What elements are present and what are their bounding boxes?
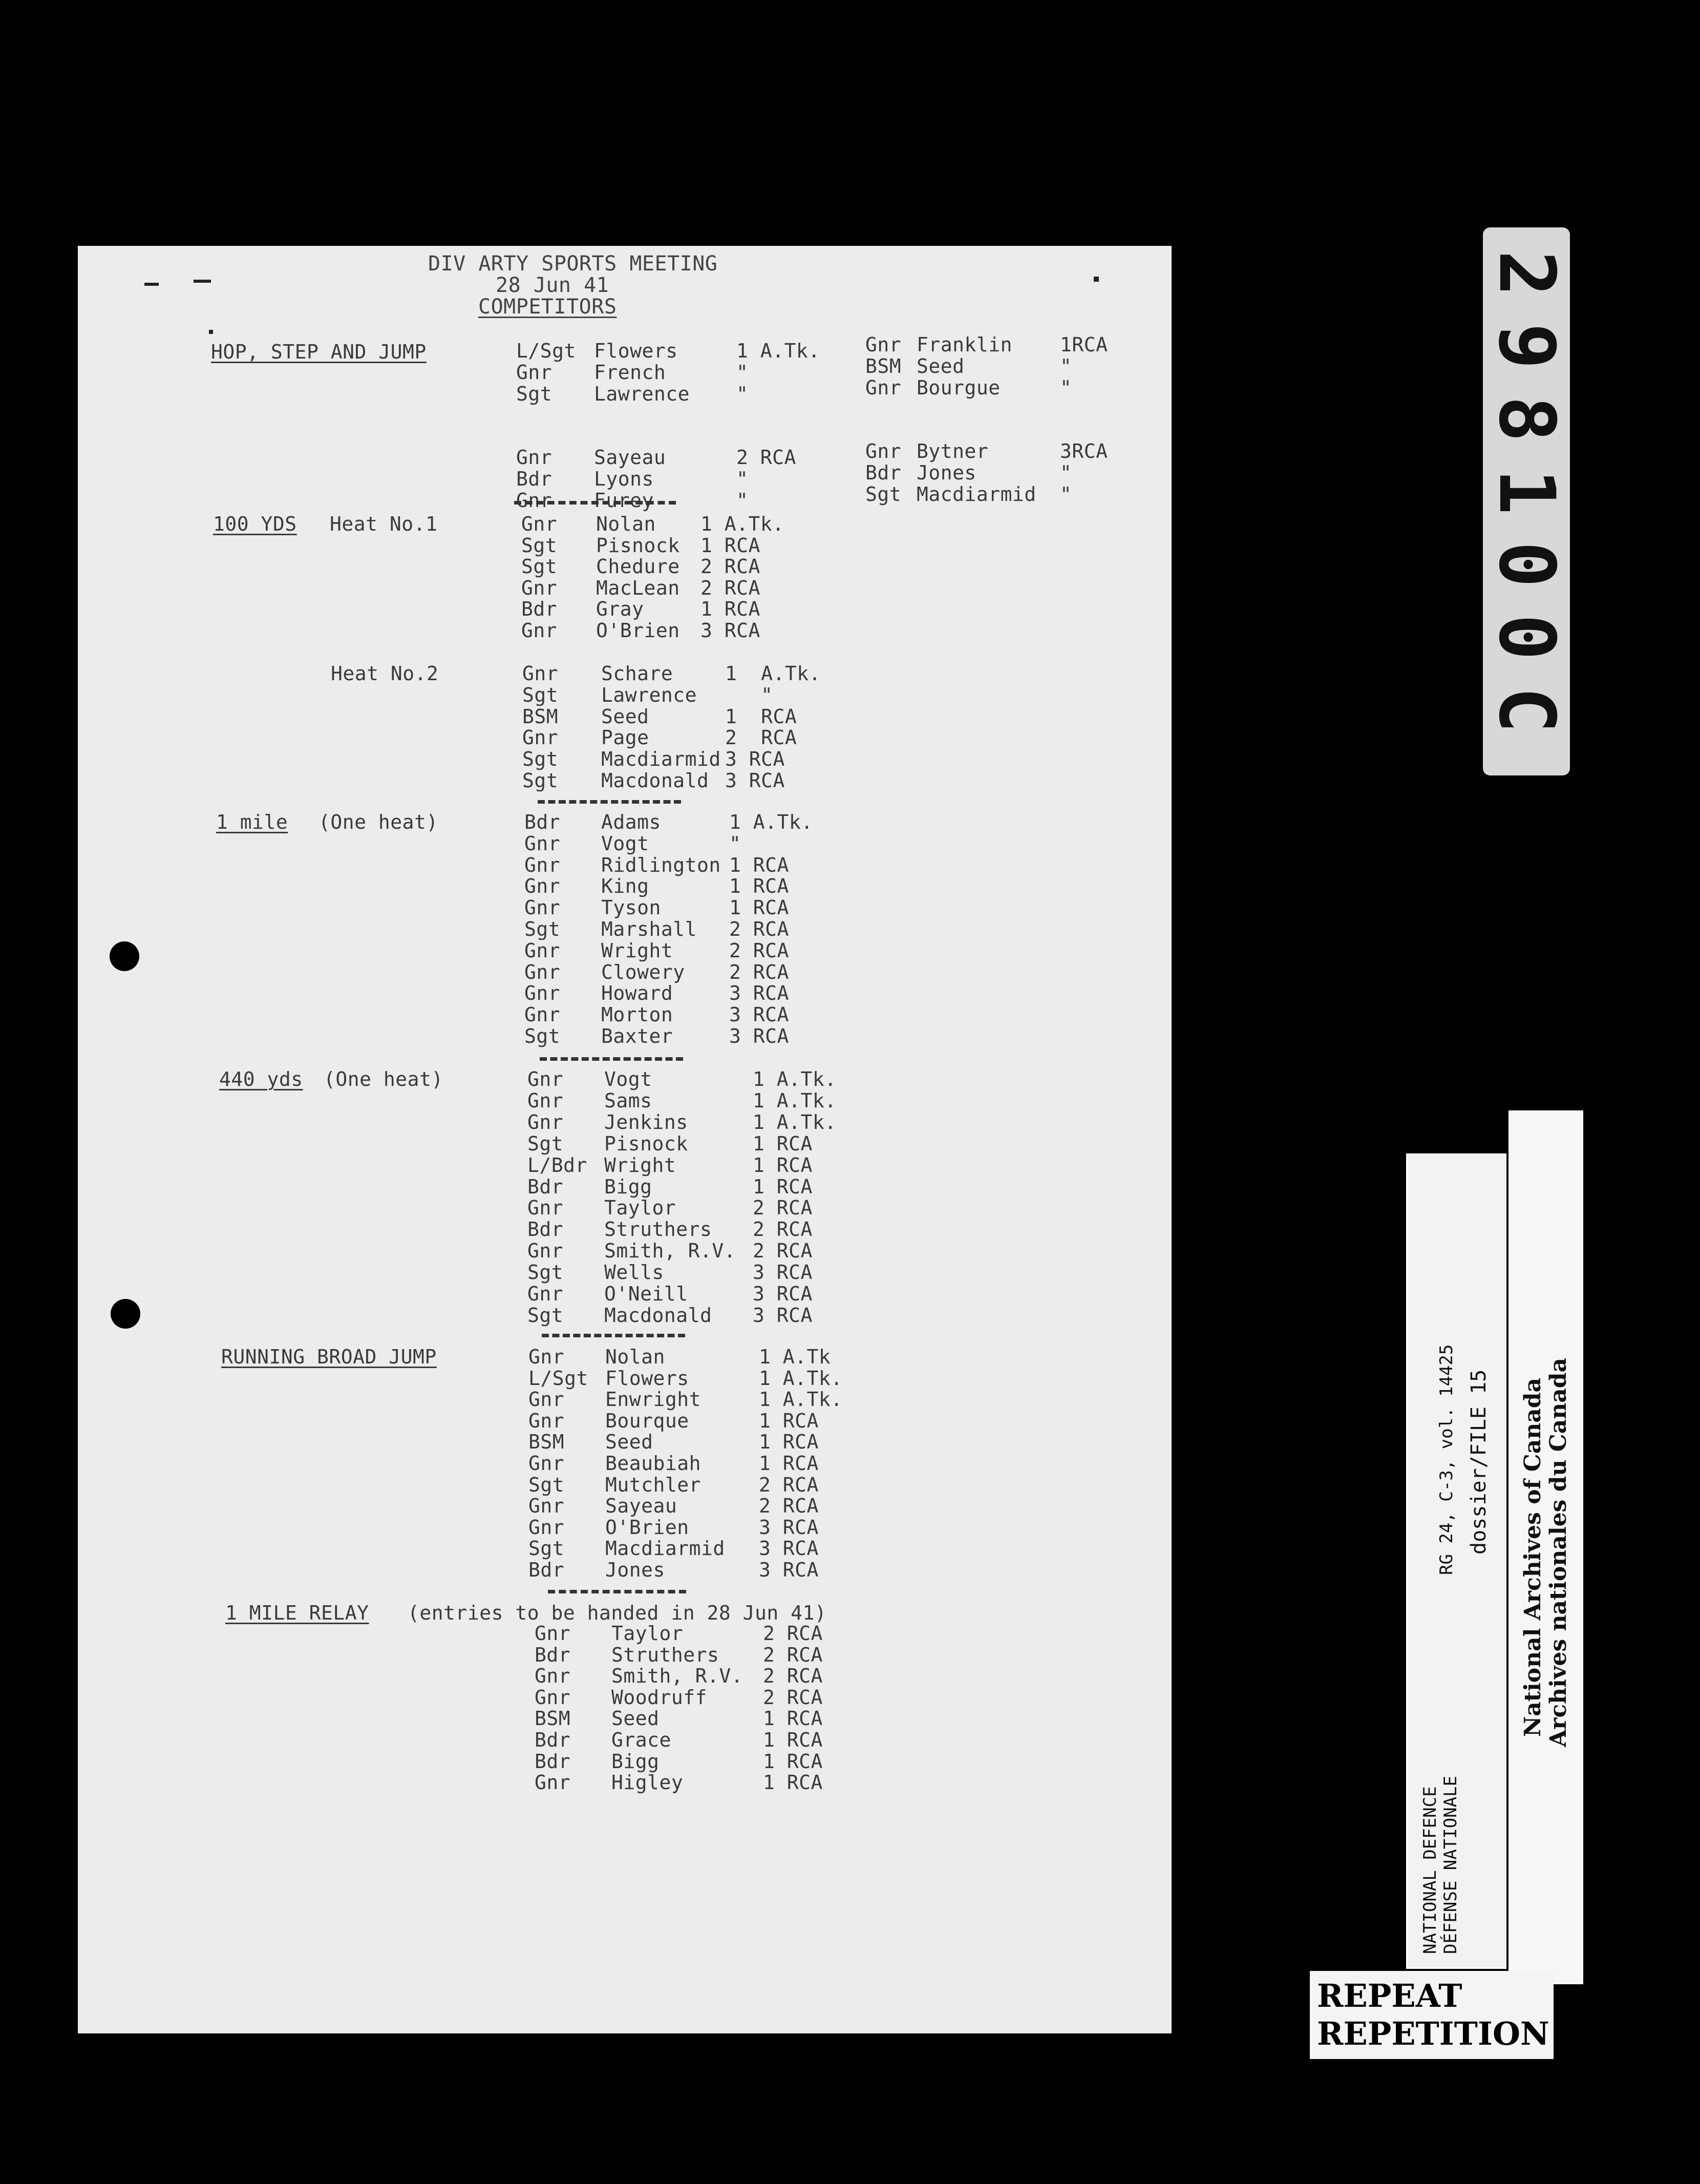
entry-name: Furey xyxy=(594,489,654,512)
entry-unit: 1 RCA xyxy=(729,896,789,919)
entry-unit: " xyxy=(736,361,749,384)
entry-rank: Gnr xyxy=(528,1516,565,1539)
section-label-1-mile: 1 mile xyxy=(216,811,288,833)
entry-unit: 2 RCA xyxy=(700,555,760,578)
entry-name: Seed xyxy=(601,705,649,728)
entry-name: King xyxy=(601,875,649,898)
entry-unit: " xyxy=(1060,461,1072,484)
entry-unit: 1 A.Tk. xyxy=(736,340,820,362)
entry-name: Vogt xyxy=(601,832,649,855)
entry-unit: 1 A.Tk. xyxy=(753,1110,837,1133)
entry-unit: 1 RCA xyxy=(729,875,789,898)
entry-unit: 2 RCA xyxy=(763,1686,823,1709)
entry-name: Lawrence xyxy=(594,383,690,405)
entry-name: Bourque xyxy=(605,1409,689,1432)
entry-name: Pisnock xyxy=(596,534,680,557)
entry-rank: Sgt xyxy=(521,555,558,578)
entry-unit: 3 RCA xyxy=(753,1283,813,1305)
entry-rank: Sgt xyxy=(522,748,559,771)
entry-unit: 1 RCA xyxy=(759,1409,819,1432)
entry-name: Sayeau xyxy=(594,446,666,469)
entry-name: Seed xyxy=(611,1707,660,1730)
punch-hole xyxy=(110,941,139,971)
entry-name: Flowers xyxy=(605,1367,689,1390)
entry-unit: 2 RCA xyxy=(753,1196,813,1220)
speck xyxy=(209,330,213,334)
entry-name: Schare xyxy=(601,662,673,685)
frame-digit: 2 xyxy=(1482,250,1571,297)
entry-rank: Sgt xyxy=(528,1537,565,1560)
entry-name: Clowery xyxy=(601,960,685,983)
entry-name: Wright xyxy=(601,939,673,962)
entry-name: Mutchler xyxy=(605,1473,702,1496)
entry-rank: Bdr xyxy=(527,1218,564,1241)
entry-name: Tyson xyxy=(601,896,661,919)
entry-unit: 3 RCA xyxy=(759,1559,819,1581)
entry-unit: 1 RCA xyxy=(700,598,760,621)
section-note-1-mile: (One heat) xyxy=(318,811,438,833)
entry-unit: 1 RCA xyxy=(763,1750,823,1773)
entry-unit: " xyxy=(1060,376,1072,399)
entry-rank: Sgt xyxy=(522,769,559,792)
section-label-440-yds: 440 yds xyxy=(219,1068,303,1090)
entry-rank: Gnr xyxy=(527,1196,564,1220)
separator xyxy=(538,800,681,804)
entry-name: Woodruff xyxy=(611,1686,708,1709)
repeat-stamp-line1: REPEAT xyxy=(1317,1977,1462,2014)
entry-unit: 3 RCA xyxy=(725,748,785,771)
entry-name: Struthers xyxy=(611,1643,719,1666)
entry-name: Seed xyxy=(917,355,965,377)
entry-name: Grace xyxy=(611,1729,671,1751)
separator xyxy=(548,1590,686,1593)
entry-unit: 3 RCA xyxy=(725,769,785,792)
entry-unit: 2 RCA xyxy=(759,1495,819,1518)
entry-unit: 2 RCA xyxy=(736,446,796,469)
entry-unit: 1 A.Tk. xyxy=(729,811,813,833)
entry-name: Lawrence xyxy=(601,683,697,706)
document-subtitle: COMPETITORS xyxy=(478,295,617,319)
entry-rank: Sgt xyxy=(524,918,561,940)
entry-rank: Gnr xyxy=(527,1110,564,1133)
entry-name: Taylor xyxy=(604,1196,676,1220)
section-note-440-yds: (One heat) xyxy=(324,1068,443,1090)
entry-name: Smith, R.V. xyxy=(604,1240,736,1263)
entry-rank: Gnr xyxy=(865,376,902,399)
entry-rank: Sgt xyxy=(524,1025,561,1047)
entry-name: Macdiarmid xyxy=(917,483,1036,506)
entry-name: Sayeau xyxy=(605,1495,677,1518)
entry-rank: Sgt xyxy=(528,1473,565,1496)
entry-rank: Bdr xyxy=(535,1643,571,1666)
entry-unit: 1 RCA xyxy=(729,853,789,876)
entry-unit: 1 RCA xyxy=(725,705,797,728)
entry-name: Struthers xyxy=(604,1218,712,1241)
entry-name: Sams xyxy=(604,1089,652,1112)
department-label-fr: DÉFENSE NATIONALE xyxy=(1440,1776,1461,1954)
entry-unit: 3 RCA xyxy=(729,982,789,1005)
entry-rank: Bdr xyxy=(528,1559,565,1581)
entry-unit: 3RCA xyxy=(1060,440,1108,463)
entry-name: O'Neill xyxy=(604,1283,688,1305)
entry-rank: Gnr xyxy=(524,875,561,898)
entry-rank: Gnr xyxy=(535,1686,571,1709)
entry-name: Jenkins xyxy=(604,1110,688,1133)
entry-name: MacLean xyxy=(596,576,680,599)
entry-rank: Gnr xyxy=(516,489,552,512)
entry-rank: Sgt xyxy=(527,1132,564,1155)
entry-unit: 1 RCA xyxy=(763,1771,823,1794)
frame-digit: 9 xyxy=(1482,323,1571,370)
entry-rank: Gnr xyxy=(527,1283,564,1305)
entry-name: Seed xyxy=(605,1431,653,1454)
section-label-hop-step-jump: HOP, STEP AND JUMP xyxy=(211,341,427,363)
entry-name: Vogt xyxy=(604,1068,652,1090)
section-note-relay: (entries to be handed in 28 Jun 41) xyxy=(408,1602,827,1624)
entry-rank: Bdr xyxy=(535,1729,571,1751)
entry-unit: 3 RCA xyxy=(759,1537,819,1560)
entry-unit: " xyxy=(736,489,749,512)
speck xyxy=(1094,277,1099,282)
entry-unit: 3 RCA xyxy=(700,619,760,642)
entry-name: Franklin xyxy=(917,333,1013,356)
entry-rank: Gnr xyxy=(524,853,561,876)
entry-rank: Sgt xyxy=(522,683,559,706)
heat-label-1: Heat No.1 xyxy=(330,513,438,535)
speck xyxy=(144,283,159,286)
document-title: DIV ARTY SPORTS MEETING xyxy=(428,252,718,276)
entry-rank: Sgt xyxy=(516,383,552,405)
entry-name: Beaubiah xyxy=(605,1452,702,1475)
entry-unit: 1 A.Tk xyxy=(759,1346,831,1368)
frame-digit: 0 xyxy=(1482,541,1571,588)
entry-name: Enwright xyxy=(605,1388,702,1411)
entry-unit: 2 RCA xyxy=(753,1240,813,1263)
entry-unit: 3 RCA xyxy=(753,1261,813,1284)
entry-name: O'Brien xyxy=(605,1516,689,1539)
entry-name: Gray xyxy=(596,598,644,621)
entry-unit: 1 RCA xyxy=(753,1175,813,1198)
entry-rank: Gnr xyxy=(516,361,552,384)
entry-name: Pisnock xyxy=(604,1132,688,1155)
entry-unit: 2 RCA xyxy=(725,726,797,749)
entry-unit: 3 RCA xyxy=(729,1025,789,1047)
repeat-stamp xyxy=(1310,1971,1554,2059)
entry-rank: Gnr xyxy=(527,1089,564,1112)
entry-name: Smith, R.V. xyxy=(611,1665,743,1688)
entry-name: Howard xyxy=(601,982,673,1005)
section-label-broad-jump: RUNNING BROAD JUMP xyxy=(221,1346,437,1368)
entry-rank: Bdr xyxy=(521,598,558,621)
entry-unit: 2 RCA xyxy=(753,1218,813,1241)
punch-hole xyxy=(111,1299,140,1329)
entry-name: Chedure xyxy=(596,555,680,578)
entry-unit: 1RCA xyxy=(1060,333,1108,356)
entry-name: Bigg xyxy=(611,1750,660,1773)
entry-name: Bourgue xyxy=(917,376,1001,399)
entry-name: Ridlington xyxy=(601,853,721,876)
entry-unit: 1 RCA xyxy=(700,534,760,557)
entry-name: Macdonald xyxy=(601,769,709,792)
entry-unit: " xyxy=(1060,355,1072,377)
frame-digit: C xyxy=(1482,686,1571,733)
entry-name: Page xyxy=(601,726,649,749)
entry-name: Higley xyxy=(611,1771,684,1794)
entry-rank: L/Sgt xyxy=(516,340,576,362)
entry-rank: Gnr xyxy=(528,1495,565,1518)
entry-unit: 1 A.Tk. xyxy=(753,1089,837,1112)
entry-unit: 1 A.Tk. xyxy=(753,1068,837,1090)
entry-rank: Gnr xyxy=(521,576,558,599)
entry-name: Nolan xyxy=(605,1346,665,1368)
entry-unit: 1 RCA xyxy=(759,1431,819,1454)
entry-rank: BSM xyxy=(522,705,559,728)
archives-name-fr: Archives nationales du Canada xyxy=(1545,1357,1571,1747)
entry-unit: 2 RCA xyxy=(729,960,789,983)
entry-unit: 1 RCA xyxy=(763,1729,823,1751)
entry-name: Adams xyxy=(601,811,661,833)
entry-rank: Gnr xyxy=(527,1240,564,1263)
frame-digit: 8 xyxy=(1482,395,1571,443)
entry-name: Morton xyxy=(601,1003,673,1026)
entry-name: Flowers xyxy=(594,340,678,362)
entry-unit: " xyxy=(736,383,749,405)
entry-rank: Bdr xyxy=(524,811,561,833)
entry-unit: 1 RCA xyxy=(753,1153,813,1177)
entry-rank: Gnr xyxy=(516,446,552,469)
entry-unit: " xyxy=(1060,483,1072,506)
entry-rank: Sgt xyxy=(521,534,558,557)
section-label-100-yds: 100 YDS xyxy=(213,513,297,535)
entry-unit: 3 RCA xyxy=(753,1304,813,1327)
entry-name: Wright xyxy=(604,1153,676,1177)
entry-unit: 1 RCA xyxy=(763,1707,823,1730)
heat-label-2: Heat No.2 xyxy=(331,662,439,685)
section-label-relay: 1 MILE RELAY xyxy=(225,1602,369,1624)
entry-rank: Gnr xyxy=(865,440,902,463)
entry-rank: Gnr xyxy=(528,1409,565,1432)
entry-rank: Sgt xyxy=(527,1261,564,1284)
archive-reference-card xyxy=(1406,1153,1506,1969)
entry-name: Macdiarmid xyxy=(605,1537,725,1560)
entry-rank: Gnr xyxy=(521,619,558,642)
entry-rank: Gnr xyxy=(524,939,561,962)
entry-rank: Gnr xyxy=(865,333,902,356)
entry-name: French xyxy=(594,361,666,384)
separator xyxy=(540,1057,683,1061)
entry-rank: Gnr xyxy=(524,1003,561,1026)
entry-rank: BSM xyxy=(865,355,902,377)
entry-name: Taylor xyxy=(611,1622,684,1645)
entry-rank: Bdr xyxy=(865,461,902,484)
archives-name-en: National Archives of Canada xyxy=(1520,1377,1546,1737)
entry-rank: Gnr xyxy=(524,982,561,1005)
entry-name: Nolan xyxy=(596,513,656,535)
entry-rank: Gnr xyxy=(528,1388,565,1411)
entry-rank: Gnr xyxy=(535,1622,571,1645)
document-date: 28 Jun 41 xyxy=(496,274,609,297)
separator xyxy=(514,501,676,505)
entry-unit: " xyxy=(725,683,773,706)
entry-name: Macdiarmid xyxy=(601,748,721,771)
entry-rank: Gnr xyxy=(522,726,559,749)
entry-rank: L/Sgt xyxy=(528,1367,588,1390)
entry-rank: Sgt xyxy=(865,483,902,506)
entry-unit: 3 RCA xyxy=(729,1003,789,1026)
entry-name: Wells xyxy=(604,1261,664,1284)
entry-name: Jones xyxy=(605,1559,665,1581)
entry-name: Bytner xyxy=(917,440,989,463)
entry-rank: Gnr xyxy=(524,960,561,983)
entry-rank: Bdr xyxy=(516,468,552,490)
department-label-en: NATIONAL DEFENCE xyxy=(1420,1786,1440,1954)
entry-name: Bigg xyxy=(604,1175,652,1198)
entry-unit: 2 RCA xyxy=(729,918,789,940)
entry-unit: 1 A.Tk. xyxy=(700,513,784,535)
entry-unit: 2 RCA xyxy=(763,1643,823,1666)
entry-rank: Gnr xyxy=(522,662,559,685)
archive-reference: RG 24, C-3, vol. 14425 xyxy=(1436,1344,1457,1575)
frame-digit: 1 xyxy=(1482,468,1571,515)
entry-unit: 1 RCA xyxy=(759,1452,819,1475)
entry-unit: 2 RCA xyxy=(729,939,789,962)
frame-number-tag xyxy=(1483,227,1570,775)
file-number: dossier/FILE 15 xyxy=(1467,1369,1491,1555)
entry-rank: BSM xyxy=(535,1707,571,1730)
entry-rank: Gnr xyxy=(535,1771,571,1794)
entry-rank: Gnr xyxy=(521,513,558,535)
entry-rank: L/Bdr xyxy=(527,1153,587,1177)
entry-unit: 1 RCA xyxy=(753,1132,813,1155)
entry-unit: 2 RCA xyxy=(763,1622,823,1645)
entry-unit: " xyxy=(729,832,741,855)
entry-unit: 3 RCA xyxy=(759,1516,819,1539)
entry-unit: " xyxy=(736,468,749,490)
entry-unit: 1 A.Tk. xyxy=(725,662,821,685)
entry-name: O'Brien xyxy=(596,619,680,642)
entry-rank: Gnr xyxy=(528,1346,565,1368)
repeat-stamp-line2: REPETITION xyxy=(1317,2015,1549,2052)
entry-unit: 1 A.Tk. xyxy=(759,1388,843,1411)
entry-rank: Bdr xyxy=(535,1750,571,1773)
entry-name: Baxter xyxy=(601,1025,673,1047)
entry-unit: 2 RCA xyxy=(763,1665,823,1688)
entry-rank: Bdr xyxy=(527,1175,564,1198)
entry-name: Macdonald xyxy=(604,1304,712,1327)
entry-rank: Gnr xyxy=(535,1665,571,1688)
separator xyxy=(542,1334,685,1337)
entry-name: Marshall xyxy=(601,918,697,940)
entry-rank: Gnr xyxy=(527,1068,564,1090)
entry-rank: Gnr xyxy=(528,1452,565,1475)
entry-rank: Gnr xyxy=(524,832,561,855)
entry-rank: Gnr xyxy=(524,896,561,919)
entry-unit: 1 A.Tk. xyxy=(759,1367,843,1390)
entry-rank: BSM xyxy=(528,1431,565,1454)
entry-rank: Sgt xyxy=(527,1304,564,1327)
entry-name: Jones xyxy=(917,461,976,484)
frame-digit: 0 xyxy=(1482,614,1571,661)
entry-name: Lyons xyxy=(594,468,654,490)
entry-unit: 2 RCA xyxy=(700,576,760,599)
entry-unit: 2 RCA xyxy=(759,1473,819,1496)
speck xyxy=(194,280,211,283)
archives-canada-card xyxy=(1508,1110,1583,1984)
